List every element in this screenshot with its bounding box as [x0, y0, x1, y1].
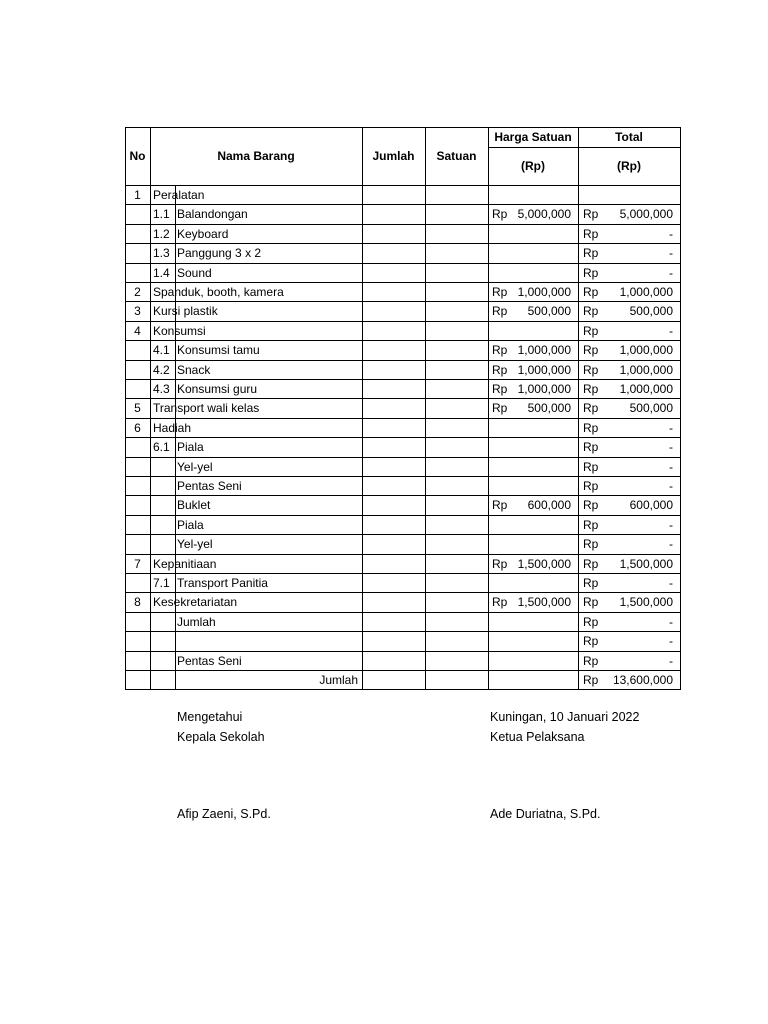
row-sub-number: 4.2	[153, 363, 170, 377]
row-total-currency: Rp	[583, 576, 599, 590]
row-item-name: Pentas Seni	[177, 654, 242, 668]
row-total-currency: Rp	[583, 537, 599, 551]
footer-jumlah-label: Jumlah	[319, 673, 358, 687]
row-total-currency: Rp	[583, 227, 599, 241]
row-total-currency: Rp	[583, 518, 599, 532]
row-harga-currency: Rp	[492, 304, 508, 318]
row-line	[125, 515, 681, 516]
col-line-3	[362, 127, 363, 690]
row-total-value: -	[669, 615, 673, 629]
table-border-bottom	[125, 689, 681, 690]
row-harga-value: 1,000,000	[517, 363, 571, 377]
right-signer-name: Ade Duriatna, S.Pd.	[490, 807, 601, 821]
row-harga-currency: Rp	[492, 401, 508, 415]
header-no: No	[129, 149, 146, 163]
row-line	[125, 592, 681, 593]
row-item-name: Balandongan	[177, 207, 248, 221]
row-item-name: Panggung 3 x 2	[177, 246, 262, 260]
row-total-currency: Rp	[583, 246, 599, 260]
row-total-value: 500,000	[629, 304, 673, 318]
row-harga-currency: Rp	[492, 343, 508, 357]
row-total-currency: Rp	[583, 324, 599, 338]
row-line	[125, 204, 681, 205]
row-sub-number: 7.1	[153, 576, 170, 590]
row-total-currency: Rp	[583, 343, 599, 357]
left-signer-name: Afip Zaeni, S.Pd.	[177, 807, 271, 821]
row-line	[125, 573, 681, 574]
row-total-currency: Rp	[583, 363, 599, 377]
row-line	[125, 651, 681, 652]
row-total-value: 600,000	[629, 498, 673, 512]
budget-table	[125, 127, 681, 690]
row-total-value: 1,000,000	[619, 285, 673, 299]
row-line	[125, 631, 681, 632]
row-total-value: -	[669, 266, 673, 280]
row-total-currency: Rp	[583, 557, 599, 571]
row-line	[125, 554, 681, 555]
row-item-name: Kepanitiaan	[153, 557, 217, 571]
left-sign-line2: Kepala Sekolah	[177, 730, 265, 744]
row-harga-value: 1,000,000	[517, 382, 571, 396]
header-bottom-line	[125, 185, 681, 186]
row-line	[125, 340, 681, 341]
row-total-currency: Rp	[583, 207, 599, 221]
header-total: Total	[615, 130, 643, 144]
row-total-value: -	[669, 421, 673, 435]
row-line	[125, 534, 681, 535]
row-sub-number: 4.1	[153, 343, 170, 357]
row-item-name: Yel-yel	[177, 537, 213, 551]
header-nama-barang: Nama Barang	[217, 149, 295, 163]
row-harga-value: 1,000,000	[517, 285, 571, 299]
row-item-name: Konsumsi tamu	[177, 343, 260, 357]
col-line-4	[425, 127, 426, 690]
row-total-value: 1,500,000	[619, 595, 673, 609]
row-total-value: -	[669, 537, 673, 551]
row-total-value: 1,000,000	[619, 382, 673, 396]
row-total-currency: Rp	[583, 266, 599, 280]
row-no: 4	[134, 324, 141, 338]
row-harga-value: 1,500,000	[517, 557, 571, 571]
row-line	[125, 476, 681, 477]
row-total-value: -	[669, 654, 673, 668]
row-sub-number: 1.3	[153, 246, 170, 260]
row-total-currency: Rp	[583, 595, 599, 609]
row-line	[125, 379, 681, 380]
row-total-currency: Rp	[583, 498, 599, 512]
row-total-currency: Rp	[583, 460, 599, 474]
row-line	[125, 418, 681, 419]
row-line	[125, 282, 681, 283]
row-item-name: Snack	[177, 363, 211, 377]
row-item-name: Transport Panitia	[177, 576, 268, 590]
header-harga-satuan: Harga Satuan	[494, 130, 572, 144]
row-harga-value: 1,000,000	[517, 343, 571, 357]
row-sub-number: 1.2	[153, 227, 170, 241]
row-line	[125, 224, 681, 225]
header-harga-unit: (Rp)	[521, 159, 545, 173]
row-total-value: -	[669, 440, 673, 454]
row-harga-value: 1,500,000	[517, 595, 571, 609]
left-sign-line1: Mengetahui	[177, 710, 243, 724]
row-total-currency: Rp	[583, 440, 599, 454]
row-total-value: -	[669, 324, 673, 338]
row-item-name: Kesekretariatan	[153, 595, 238, 609]
row-sub-number: 6.1	[153, 440, 170, 454]
row-total-currency: Rp	[583, 421, 599, 435]
header-satuan: Satuan	[436, 149, 477, 163]
row-harga-currency: Rp	[492, 382, 508, 396]
row-line	[125, 670, 681, 671]
footer-total-value: 13,600,000	[612, 673, 673, 687]
row-harga-value: 500,000	[527, 401, 571, 415]
row-item-name: Peralatan	[153, 188, 205, 202]
row-no: 1	[134, 188, 141, 202]
row-total-value: -	[669, 576, 673, 590]
row-total-currency: Rp	[583, 401, 599, 415]
row-line	[125, 398, 681, 399]
row-item-name: Hadiah	[153, 421, 192, 435]
right-sign-line2: Ketua Pelaksana	[490, 730, 585, 744]
footer-total-currency: Rp	[583, 673, 599, 687]
row-no: 3	[134, 304, 141, 318]
row-total-value: -	[669, 227, 673, 241]
row-line	[125, 321, 681, 322]
row-harga-currency: Rp	[492, 595, 508, 609]
row-total-value: 1,500,000	[619, 557, 673, 571]
row-line	[125, 437, 681, 438]
row-total-value: -	[669, 460, 673, 474]
row-line	[125, 263, 681, 264]
row-harga-currency: Rp	[492, 363, 508, 377]
row-item-name: Konsumsi guru	[177, 382, 258, 396]
row-line	[125, 243, 681, 244]
row-line	[125, 457, 681, 458]
row-harga-value: 500,000	[527, 304, 571, 318]
row-item-name: Yel-yel	[177, 460, 213, 474]
row-total-currency: Rp	[583, 382, 599, 396]
right-sign-line1: Kuningan, 10 Januari 2022	[490, 710, 640, 724]
row-line	[125, 612, 681, 613]
row-sub-number: 1.1	[153, 207, 170, 221]
row-harga-currency: Rp	[492, 498, 508, 512]
row-line	[125, 360, 681, 361]
row-item-name: Buklet	[177, 498, 211, 512]
row-total-currency: Rp	[583, 654, 599, 668]
row-item-name: Piala	[177, 518, 204, 532]
row-total-currency: Rp	[583, 479, 599, 493]
header-split-line	[488, 147, 680, 148]
row-item-name: Konsumsi	[153, 324, 206, 338]
col-line-no	[150, 127, 151, 690]
row-no: 5	[134, 401, 141, 415]
header-jumlah: Jumlah	[372, 149, 415, 163]
row-total-value: -	[669, 479, 673, 493]
row-item-name: Spanduk, booth, kamera	[153, 285, 284, 299]
table-border-top	[125, 127, 681, 128]
row-harga-currency: Rp	[492, 557, 508, 571]
row-sub-number: 4.3	[153, 382, 170, 396]
row-harga-value: 600,000	[527, 498, 571, 512]
row-no: 2	[134, 285, 141, 299]
row-total-value: -	[669, 246, 673, 260]
row-no: 6	[134, 421, 141, 435]
header-total-unit: (Rp)	[617, 159, 641, 173]
row-total-value: 500,000	[629, 401, 673, 415]
row-line	[125, 301, 681, 302]
row-item-name: Sound	[177, 266, 212, 280]
row-item-name: Pentas Seni	[177, 479, 242, 493]
row-total-value: 5,000,000	[619, 207, 673, 221]
row-harga-currency: Rp	[492, 207, 508, 221]
row-total-value: 1,000,000	[619, 363, 673, 377]
row-total-value: 1,000,000	[619, 343, 673, 357]
row-item-name: Kursi plastik	[153, 304, 218, 318]
row-total-value: -	[669, 634, 673, 648]
row-item-name: Jumlah	[177, 615, 216, 629]
row-harga-value: 5,000,000	[517, 207, 571, 221]
row-total-currency: Rp	[583, 304, 599, 318]
row-item-name: Piala	[177, 440, 204, 454]
row-no: 7	[134, 557, 141, 571]
row-total-value: -	[669, 518, 673, 532]
row-total-currency: Rp	[583, 615, 599, 629]
row-no: 8	[134, 595, 141, 609]
row-total-currency: Rp	[583, 634, 599, 648]
row-item-name: Keyboard	[177, 227, 229, 241]
row-item-name: Transport wali kelas	[153, 401, 260, 415]
row-sub-number: 1.4	[153, 266, 170, 280]
row-harga-currency: Rp	[492, 285, 508, 299]
table-border-right	[680, 127, 681, 690]
row-total-currency: Rp	[583, 285, 599, 299]
row-line	[125, 495, 681, 496]
